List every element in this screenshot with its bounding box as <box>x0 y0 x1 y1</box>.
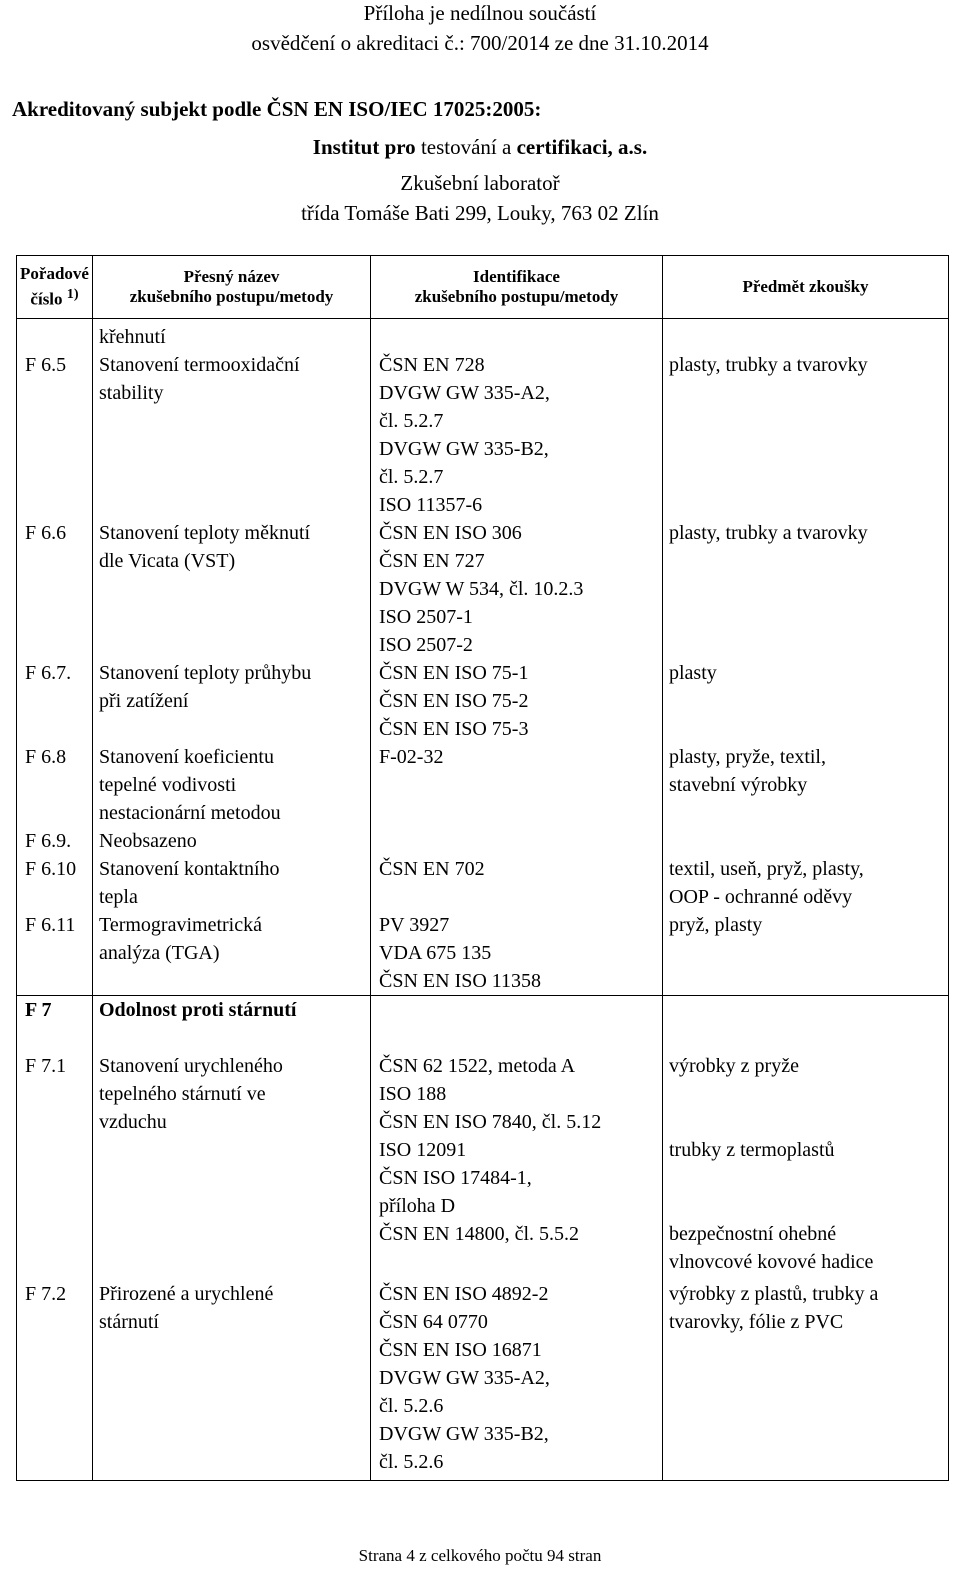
section-number: F 7 <box>25 999 52 1021</box>
row-ident-line: čl. 5.2.6 <box>379 1395 444 1417</box>
row-ident-cell <box>379 827 662 855</box>
col-header-name-line1: Přesný název <box>183 267 280 286</box>
col-header-number-line1: Pořadové <box>20 264 89 284</box>
row-num-cell <box>25 519 92 659</box>
institute-name-regular: testování a <box>415 135 517 159</box>
row-number: F 7.1 <box>25 1055 67 1077</box>
row-ident-line: ČSN 62 1522, metoda A <box>379 1055 576 1077</box>
test-subject-list <box>669 351 948 995</box>
row-subject-cell <box>669 827 948 855</box>
row-num-cell <box>25 659 92 743</box>
row-ident-line: ČSN EN 14800, čl. 5.5.2 <box>379 1223 579 1245</box>
number-column <box>17 319 93 996</box>
col-header-identification <box>371 256 663 319</box>
row-subject-line: pryž, plasty <box>669 914 763 936</box>
laboratory-address: třída Tomáše Bati 299, Louky, 763 02 Zlín <box>301 201 659 225</box>
row-subject-cell <box>669 855 948 911</box>
row-ident-line: DVGW GW 335-B2, <box>379 1423 549 1445</box>
row-name-line: Stanovení teploty průhybu <box>99 662 312 684</box>
col-header-ident-line1: Identifikace <box>473 267 560 286</box>
row-num-cell <box>25 1280 92 1476</box>
row-subject-cell <box>669 911 948 995</box>
row-subject-line: plasty, pryže, textil, <box>669 746 826 768</box>
test-subject-list-2 <box>669 1052 948 1476</box>
row-ident-line: DVGW GW 335-B2, <box>379 438 549 460</box>
row-ident-line: ČSN EN 728 <box>379 354 485 376</box>
section-title: Odolnost proti stárnutí <box>99 999 297 1021</box>
row-ident-line: ČSN EN ISO 75-1 <box>379 662 529 684</box>
row-subject-cell <box>669 659 948 743</box>
identification-column-2 <box>371 996 663 1481</box>
row-subject-line <box>669 1080 948 1108</box>
row-ident-cell <box>379 1280 662 1476</box>
row-subject-line: stavební výrobky <box>669 774 808 796</box>
row-num-cell <box>25 855 92 911</box>
methods-table <box>16 255 949 1481</box>
row-ident-line: čl. 5.2.6 <box>379 1451 444 1473</box>
row-name-line: Stanovení kontaktního <box>99 858 280 880</box>
row-subject-line: textil, useň, pryž, plasty, <box>669 858 864 880</box>
accreditation-certificate-ref: osvědčení o akreditaci č.: 700/2014 ze dne 31.10.2014 <box>251 31 709 55</box>
col-header-number-footnote: 1) <box>66 286 79 303</box>
row-name-cell <box>99 855 370 911</box>
col-header-test-subject: Předmět zkoušky <box>663 256 949 319</box>
test-subject-column <box>663 319 949 996</box>
row-subject-cell <box>669 1280 948 1476</box>
row-ident-line: ČSN EN 702 <box>379 858 485 880</box>
method-name-list <box>99 351 370 995</box>
row-ident-line: VDA 675 135 <box>379 942 492 964</box>
row-ident-line: ČSN EN ISO 75-2 <box>379 690 529 712</box>
row-ident-line: příloha D <box>379 1195 456 1217</box>
row-subject-line: trubky z termoplastů <box>669 1139 835 1161</box>
row-ident-line: ISO 11357-6 <box>379 494 483 516</box>
row-num-cell <box>25 911 92 995</box>
row-ident-line: ISO 12091 <box>379 1139 467 1161</box>
table-header-row <box>17 256 949 319</box>
row-subject-cell <box>669 351 948 519</box>
row-subject-line <box>669 1192 948 1220</box>
row-name-line: Termogravimetrická <box>99 914 262 936</box>
row-ident-line: DVGW W 534, čl. 10.2.3 <box>379 578 584 600</box>
row-number: F 6.7. <box>25 662 72 684</box>
institute-name-bold: Institut pro <box>312 135 416 159</box>
method-name-column <box>93 319 371 996</box>
row-number: F 7.2 <box>25 1283 67 1305</box>
row-name-line: při zatížení <box>99 690 189 712</box>
col-header-name-line2: zkušebního postupu/metody <box>129 287 334 306</box>
row-ident-cell <box>379 743 662 827</box>
row-ident-cell <box>379 855 662 911</box>
test-subject-column-2 <box>663 996 949 1481</box>
row-num-cell <box>25 1052 92 1280</box>
row-ident-line: DVGW GW 335-A2, <box>379 382 550 404</box>
row-subject-cell <box>669 743 948 827</box>
row-number: F 6.8 <box>25 746 67 768</box>
row-num-cell <box>25 743 92 827</box>
row-ident-line: ČSN ISO 17484-1, <box>379 1167 532 1189</box>
row-name-line: Stanovení termooxidační <box>99 354 300 376</box>
row-subject-line: plasty, trubky a tvarovky <box>669 522 868 544</box>
row-ident-line: ČSN EN ISO 11358 <box>379 970 542 992</box>
row-name-line: tepla <box>99 886 138 908</box>
row-ident-line: ČSN EN ISO 306 <box>379 522 522 544</box>
col-header-number-line2: číslo <box>30 289 63 309</box>
row-name-cell <box>99 1052 370 1280</box>
row-ident-cell <box>379 659 662 743</box>
institute-name <box>0 134 960 160</box>
row-number: F 6.6 <box>25 522 67 544</box>
row-ident-line: ISO 2507-1 <box>379 606 473 628</box>
row-subject-cell <box>669 1052 948 1280</box>
row-ident-cell <box>379 911 662 995</box>
row-ident-line: ČSN 64 0770 <box>379 1311 488 1333</box>
row-subject-line <box>669 1108 948 1136</box>
identification-list-2 <box>379 1052 662 1476</box>
row-ident-line: ČSN EN ISO 7840, čl. 5.12 <box>379 1111 602 1133</box>
row-ident-line: ISO 2507-2 <box>379 634 473 656</box>
annex-note: Příloha je nedílnou součástí <box>363 1 597 25</box>
row-number: F 6.11 <box>25 914 76 936</box>
number-column-2 <box>17 996 93 1481</box>
row-subject-line: tvarovky, fólie z PVC <box>669 1311 844 1333</box>
continued-text: křehnutí <box>99 326 166 348</box>
row-name-line: stárnutí <box>99 1311 159 1333</box>
row-name-line: vzduchu <box>99 1111 167 1133</box>
identification-list <box>379 351 662 995</box>
row-ident-line: DVGW GW 335-A2, <box>379 1367 550 1389</box>
row-name-cell <box>99 351 370 519</box>
col-header-number <box>17 256 93 319</box>
row-ident-line: ČSN EN ISO 4892-2 <box>379 1283 549 1305</box>
row-subject-line <box>669 1164 948 1192</box>
method-name-list-2 <box>99 1052 370 1476</box>
number-list-2 <box>25 1052 92 1476</box>
row-number: F 6.5 <box>25 354 67 376</box>
row-name-line: tepelné vodivosti <box>99 774 237 796</box>
row-name-line: nestacionární metodou <box>99 802 281 824</box>
row-ident-cell <box>379 351 662 519</box>
row-name-cell <box>99 827 370 855</box>
row-name-line: stability <box>99 382 164 404</box>
row-ident-line: ČSN EN ISO 75-3 <box>379 718 529 740</box>
row-num-cell <box>25 827 92 855</box>
row-name-line: analýza (TGA) <box>99 942 220 964</box>
row-subject-cell <box>669 519 948 659</box>
row-subject-line: plasty <box>669 662 717 684</box>
row-subject-line: OOP - ochranné oděvy <box>669 886 853 908</box>
row-subject-line: plasty, trubky a tvarovky <box>669 354 868 376</box>
row-number: F 6.10 <box>25 858 77 880</box>
col-header-method-name <box>93 256 371 319</box>
row-ident-line: ČSN EN ISO 16871 <box>379 1339 542 1361</box>
row-name-line: tepelného stárnutí ve <box>99 1083 266 1105</box>
row-ident-line: čl. 5.2.7 <box>379 410 444 432</box>
identification-column <box>371 319 663 996</box>
row-name-line: Stanovení koeficientu <box>99 746 274 768</box>
row-ident-line: ČSN EN 727 <box>379 550 485 572</box>
row-name-cell <box>99 519 370 659</box>
table-body-group-2 <box>17 996 949 1481</box>
institute-name-bold-2: certifikaci, a.s. <box>516 135 648 159</box>
row-name-line: Neobsazeno <box>99 830 197 852</box>
row-name-line: Stanovení urychleného <box>99 1055 283 1077</box>
row-subject-line: bezpečnostní ohebné <box>669 1223 837 1245</box>
row-name-cell <box>99 1280 370 1476</box>
row-ident-cell <box>379 519 662 659</box>
row-number: F 6.9. <box>25 830 72 852</box>
row-name-cell <box>99 743 370 827</box>
row-subject-line: výrobky z plastů, trubky a <box>669 1283 879 1305</box>
laboratory-name: Zkušební laboratoř <box>400 171 560 195</box>
row-name-cell <box>99 659 370 743</box>
method-name-column-2 <box>93 996 371 1481</box>
row-subject-line: výrobky z pryže <box>669 1055 799 1077</box>
row-ident-line: F-02-32 <box>379 746 444 768</box>
page-footer: Strana 4 z celkového počtu 94 stran <box>358 1546 602 1565</box>
row-subject-line: vlnovcové kovové hadice <box>669 1251 874 1273</box>
row-num-cell <box>25 351 92 519</box>
row-ident-cell <box>379 1052 662 1280</box>
table-body-group-1 <box>17 319 949 996</box>
row-ident-line: PV 3927 <box>379 914 450 936</box>
accredited-subject-heading: Akreditovaný subjekt podle ČSN EN ISO/IEC 17025:2005: <box>12 97 542 121</box>
row-ident-line: čl. 5.2.7 <box>379 466 444 488</box>
row-ident-line: ISO 188 <box>379 1083 447 1105</box>
row-name-line: Stanovení teploty měknutí <box>99 522 311 544</box>
row-name-line: dle Vicata (VST) <box>99 550 236 572</box>
row-name-line: Přirozené a urychlené <box>99 1283 274 1305</box>
row-name-cell <box>99 911 370 995</box>
col-header-ident-line2: zkušebního postupu/metody <box>414 287 619 306</box>
number-list <box>25 351 92 995</box>
